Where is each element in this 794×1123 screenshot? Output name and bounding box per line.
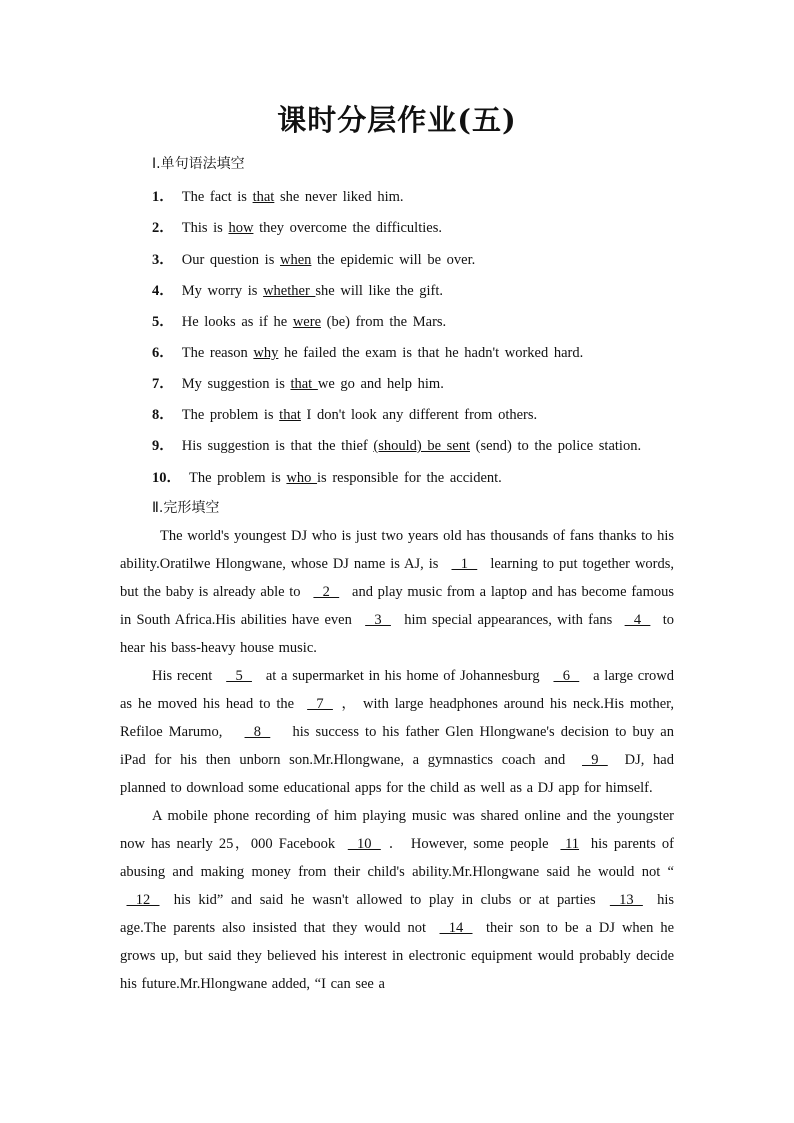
item-answer: how [228, 220, 254, 236]
grammar-item [152, 310, 446, 331]
item-text-after: we go and help him. [317, 376, 444, 392]
grammar-item [152, 466, 502, 487]
item-text-after: I don't look any different from others. [300, 407, 538, 423]
passage-text: his age.The parents also insisted that they would not [120, 892, 675, 936]
blank-6: 6 [553, 668, 580, 684]
cloze-passage [120, 522, 674, 998]
item-text-after: she never liked him. [274, 189, 404, 205]
item-number: 10． [152, 470, 181, 486]
item-answer: that [279, 407, 301, 423]
passage-text: to hear his bass-heavy house music. [120, 612, 674, 656]
passage-text: DJ, had planned to download some educational apps for the child as well as a DJ app for himself. [120, 752, 674, 796]
blank-5: 5 [226, 668, 252, 684]
item-text-before: My worry is [181, 283, 264, 299]
grammar-item [152, 403, 537, 424]
passage-text: The world's youngest DJ who is just two years old has thousands of fans thanks to his ability.Oratilwe Hlongwane, whose DJ name is AJ, is [120, 528, 674, 572]
grammar-item [152, 372, 444, 393]
item-answer: were [292, 314, 321, 330]
item-number: 3． [152, 252, 174, 268]
section-heading-grammar: Ⅰ.单句语法填空 [152, 156, 245, 172]
passage-text: his kid” and said he wasn't allowed to play in clubs or at parties [166, 892, 604, 908]
item-answer: whether [263, 283, 316, 299]
item-number: 6． [152, 345, 174, 361]
blank-11: 11 [560, 836, 580, 852]
item-number: 7． [152, 376, 174, 392]
item-text-after: they overcome the difficulties. [253, 220, 442, 236]
item-text-after: (be) from the Mars. [321, 314, 447, 330]
item-text-after: he failed the exam is that he hadn't worked hard. [278, 345, 584, 361]
grammar-item [152, 434, 641, 455]
grammar-item [152, 216, 442, 237]
section-heading-cloze: Ⅱ.完形填空 [152, 500, 220, 516]
item-number: 1． [152, 189, 174, 205]
item-text-before: The reason [181, 345, 254, 361]
blank-10: 10 [347, 836, 381, 852]
grammar-item [152, 248, 475, 269]
passage-text: at a supermarket in his home of Johannesburg [261, 668, 545, 684]
passage-text: A mobile phone recording of him playing music was shared online and the youngster now has nearly 25，000 Facebook [120, 808, 674, 852]
item-text-before: The problem is [181, 407, 280, 423]
blank-3: 3 [365, 612, 391, 628]
blank-14: 14 [439, 920, 473, 936]
passage-text: ， with large headphones around his neck.His mother, Refiloe Marumo, [120, 696, 675, 740]
item-text-after: (send) to the police station. [470, 438, 642, 454]
blank-4: 4 [624, 612, 651, 628]
item-answer: that [290, 376, 318, 392]
item-answer: that [252, 189, 275, 205]
passage-text: him special appearances, with fans [399, 612, 618, 628]
passage-text: ． However, some people [387, 836, 555, 852]
item-answer: when [279, 252, 312, 268]
passage-text: learning to put together words, but the baby is already able to [120, 556, 675, 600]
passage-paragraph-2 [120, 662, 674, 802]
blank-2: 2 [313, 584, 340, 600]
item-answer: why [253, 345, 279, 361]
blank-9: 9 [582, 752, 608, 768]
item-text-after: the epidemic will be over. [311, 252, 476, 268]
item-text-after: she will like the gift. [315, 283, 444, 299]
item-number: 5． [152, 314, 174, 330]
grammar-item [152, 185, 404, 206]
item-text-before: My suggestion is [181, 376, 291, 392]
item-text-before: He looks as if he [181, 314, 293, 330]
passage-text: their son to be a DJ when he grows up, but said they believed his interest in electronic equipment would probably decide his future.Mr.Hlongwane added, “I can see a [120, 920, 675, 992]
item-number: 2． [152, 220, 174, 236]
passage-text: His recent [152, 668, 218, 684]
item-text-before: The problem is [189, 470, 287, 486]
passage-text: a large crowd as he moved his head to the [120, 668, 674, 712]
item-text-before: His suggestion is that the thief [181, 438, 374, 454]
item-text-before: The fact is [181, 189, 253, 205]
passage-text: his success to his father Glen Hlongwane's decision to buy an iPad for his then unborn son.Mr.Hlongwane, a gymnastics coach and [120, 724, 674, 768]
item-number: 8． [152, 407, 174, 423]
passage-text: and play music from a laptop and has become famous in South Africa.His abilities have even [120, 584, 675, 628]
blank-13: 13 [609, 892, 643, 908]
item-text-after: is responsible for the accident. [317, 470, 502, 486]
item-answer: (should) be sent [373, 438, 470, 454]
item-number: 4． [152, 283, 174, 299]
item-text-before: Our question is [181, 252, 280, 268]
blank-8: 8 [244, 724, 271, 740]
blank-12: 12 [126, 892, 160, 908]
blank-7: 7 [307, 696, 333, 712]
page-title: 课时分层作业(五) [277, 103, 517, 137]
grammar-item [152, 341, 583, 362]
passage-paragraph-1 [120, 522, 674, 662]
grammar-item [152, 279, 443, 300]
item-text-before: This is [181, 220, 229, 236]
passage-paragraph-3 [120, 802, 674, 998]
item-answer: who [286, 470, 318, 486]
blank-1: 1 [451, 556, 478, 572]
item-number: 9． [152, 438, 174, 454]
passage-text: his parents of abusing and making money from their child's ability.Mr.Hlongwane said he would not “ [120, 836, 674, 880]
